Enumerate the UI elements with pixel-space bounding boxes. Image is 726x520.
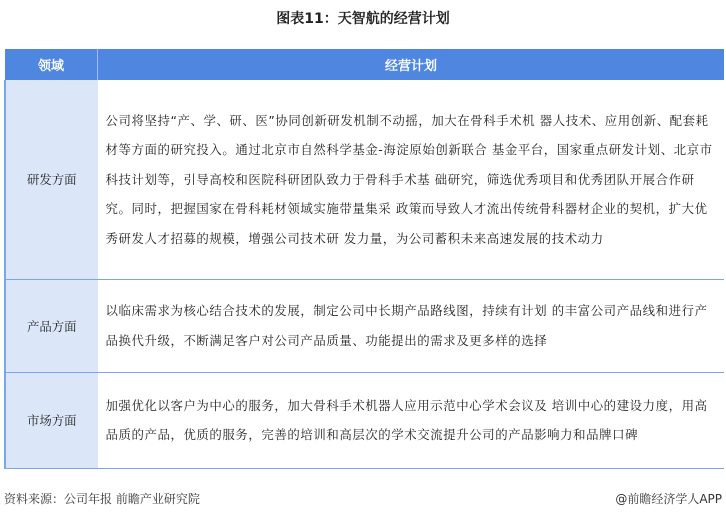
table-row <box>5 80 724 279</box>
row-plan: 公司将坚持“产、学、研、医”协同创新研发机制不动摇，加大在骨科手术机 器人技术、应用创新、配套耗材等方面的研究投入。通过北京市自然科学基金-海淀原始创新联合 基金平台，国家重点研发计划、北京市科技计划等，引导高校和医院科研团队致力于骨科手术基 础研究，筛选优秀项目和优秀团队开展合作研究。同时，把握国家在骨科耗材领域实施带量集采 政策而导致人才流出传统骨科器材企业的契机，扩大优秀研发人才招募的规模，增强公司技术研 发力量，为公司蓄积未来高速发展的技术动力 <box>98 80 725 279</box>
figure-title: 图表11：天智航的经营计划 <box>276 11 450 27</box>
credit-note: @前瞻经济学人APP <box>615 492 722 506</box>
header-plan: 经营计划 <box>98 49 725 80</box>
row-field: 市场方面 <box>5 372 98 468</box>
business-plan-table <box>4 49 724 469</box>
table-row <box>5 279 724 372</box>
source-note: 资料来源：公司年报 前瞻产业研究院 <box>4 492 200 506</box>
header-field: 领域 <box>5 49 98 80</box>
row-field: 研发方面 <box>5 80 98 279</box>
row-plan: 以临床需求为核心结合技术的发展，制定公司中长期产品路线图，持续有计划 的丰富公司产品线和进行产品换代升级，不断满足客户对公司产品质量、功能提出的需求及更多样的选择 <box>98 279 725 372</box>
row-plan: 加强优化以客户为中心的服务，加大骨科手术机器人应用示范中心学术会议及 培训中心的建设力度，用高品质的产品，优质的服务，完善的培训和高层次的学术交流提升公司的产品影响力和品牌口碑 <box>98 372 725 468</box>
row-field: 产品方面 <box>5 279 98 372</box>
table-header-row <box>5 49 724 80</box>
table-row <box>5 372 724 468</box>
